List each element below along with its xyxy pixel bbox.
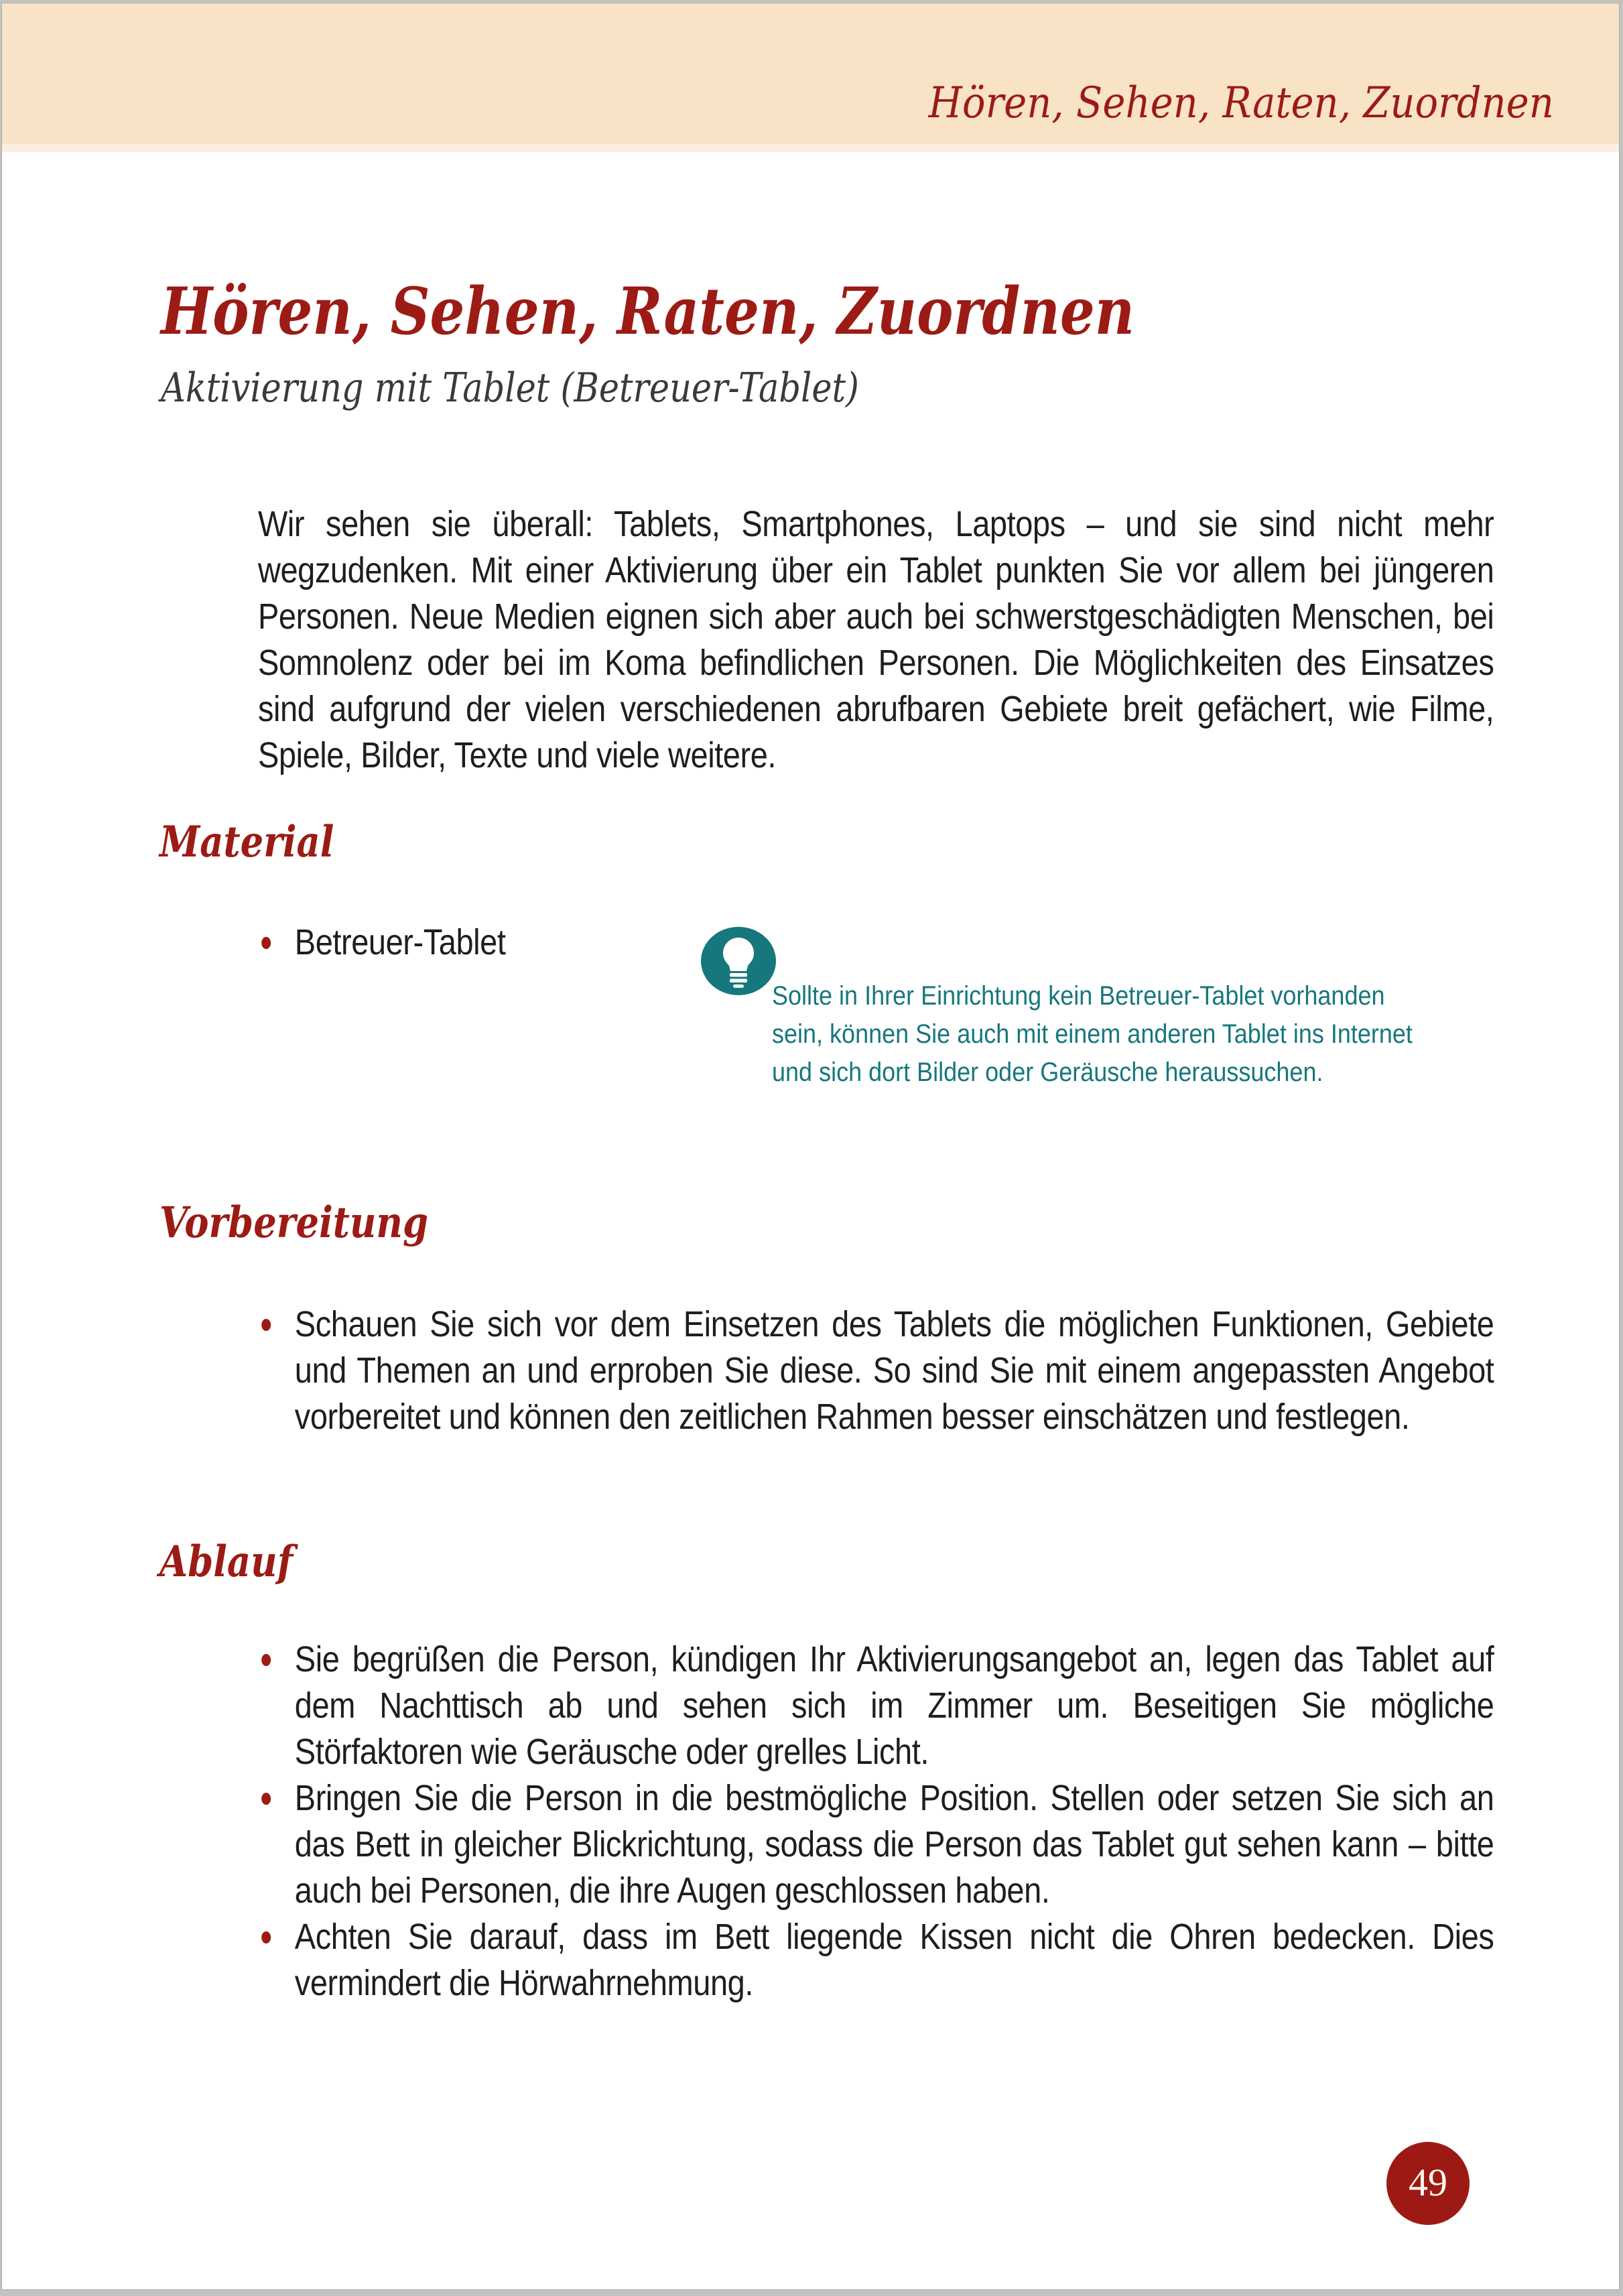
material-bullet-list [258, 919, 1494, 966]
header-band [2, 3, 1619, 144]
list-item: Achten Sie darauf, dass im Bett liegende Kissen nicht die Ohren bedecken. Dies vermindert die Hörwahrnehmung. [258, 1914, 1494, 2006]
list-item: Betreuer-Tablet [258, 919, 1494, 966]
list-item: Bringen Sie die Person in die bestmögliche Position. Stellen oder setzen Sie sich an das Bett in gleicher Blickrichtung, sodass die Person das Tablet gut sehen kann – bitte auch bei Personen, die ihre Augen geschlossen haben. [258, 1775, 1494, 1914]
section-heading-ablauf: Ablauf [159, 1537, 294, 1587]
page-title: Hören, Sehen, Raten, Zuordnen [161, 273, 1135, 349]
page-number: 49 [1409, 2160, 1447, 2204]
running-header: Hören, Sehen, Raten, Zuordnen [928, 78, 1554, 128]
ablauf-bullet-list [258, 1637, 1494, 2006]
lightbulb-icon [701, 927, 776, 995]
list-item: Schauen Sie sich vor dem Einsetzen des Tablets die möglichen Funktionen, Gebiete und Themen an und erproben Sie diese. So sind Sie mit einem angepassten Angebot vorbereitet und können den zeitlichen Rahmen besser einschätzen und festlegen. [258, 1301, 1494, 1440]
section-heading-material: Material [159, 817, 334, 867]
intro-paragraph: Wir sehen sie überall: Tablets, Smartphones, Laptops – und sie sind nicht mehr wegzudenken. Mit einer Aktivierung über ein Tablet punkten Sie vor allem bei jüngeren Personen. Neue Medien eignen sich aber auch bei schwerstgeschädigten Menschen, bei Somnolenz oder bei im Koma befindlichen Personen. Die Möglichkeiten des Einsatzes sind aufgrund der vielen verschiedenen abrufbaren Gebiete breit gefächert, wie Filme, Spiele, Bilder, Texte und viele weitere. [258, 504, 1494, 775]
section-heading-vorbereitung: Vorbereitung [159, 1198, 429, 1248]
list-item: Sie begrüßen die Person, kündigen Ihr Aktivierungsangebot an, legen das Tablet auf dem Nachttisch ab und sehen sich im Zimmer um. Beseitigen Sie mögliche Störfaktoren wie Geräusche oder grelles Licht. [258, 1637, 1494, 1775]
tip-text: Sollte in Ihrer Einrichtung kein Betreuer-Tablet vorhanden sein, können Sie auch mit einem anderen Tablet ins Internet und sich dort Bilder oder Geräusche heraussuchen. [772, 981, 1413, 1087]
vorbereitung-bullet-list [258, 1301, 1494, 1440]
page-subtitle: Aktivierung mit Tablet (Betreuer-Tablet) [161, 365, 859, 411]
page-number-badge [1386, 2142, 1470, 2225]
header-band-strip [2, 144, 1619, 152]
